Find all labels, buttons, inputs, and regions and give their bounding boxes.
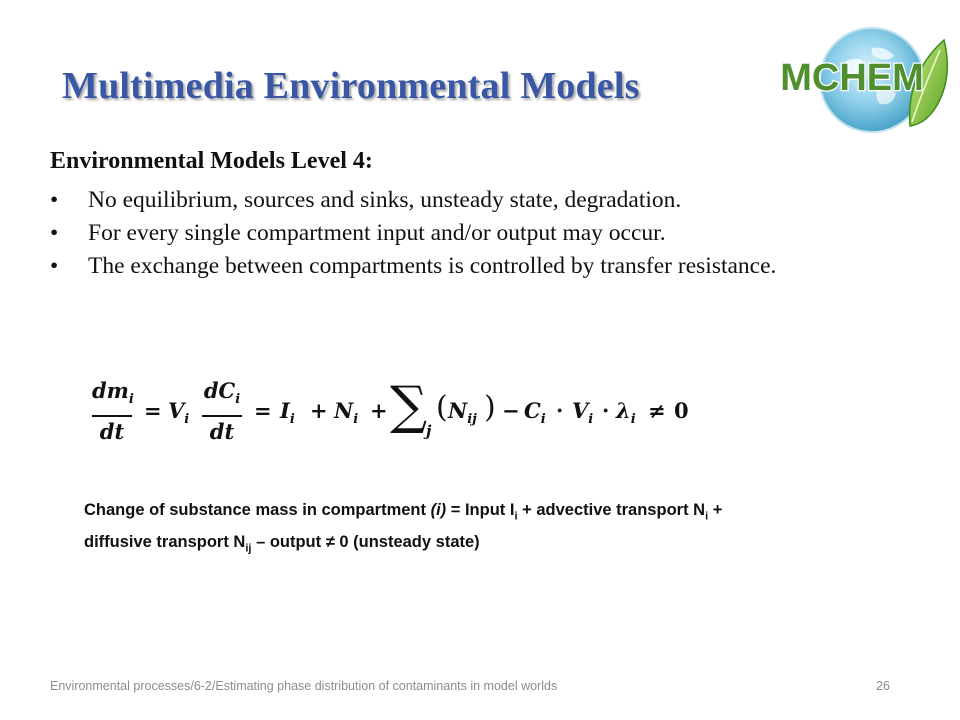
mass-balance-equation bbox=[92, 372, 812, 452]
sum-symbol: ∑ bbox=[390, 376, 428, 436]
eq-dC-sub: i bbox=[235, 392, 241, 408]
bullet-marker: • bbox=[50, 253, 59, 279]
slide-footer bbox=[50, 679, 890, 693]
page-number: 26 bbox=[876, 679, 890, 693]
eq-dm: dm bbox=[92, 378, 129, 403]
eq-Nij: N bbox=[448, 398, 468, 423]
eq-dot-2: · bbox=[602, 398, 610, 423]
section-subtitle: Environmental Models Level 4: bbox=[50, 148, 373, 174]
eq-right-paren: ) bbox=[484, 390, 496, 425]
eq-equals-2: = bbox=[254, 398, 272, 423]
equation-explanation: Change of substance mass in compartment (i) = Input $I_i$ + advective transport $N_i$ + diffusive transport $N_{ij}$ – output ≠ 0 (unsteady state) bbox=[84, 501, 723, 555]
eq-equals-1: = bbox=[144, 398, 162, 423]
eq-V2-sub: i bbox=[588, 412, 594, 428]
eq-Nij-sub: ij bbox=[467, 412, 477, 428]
eq-left-paren: ( bbox=[436, 390, 448, 425]
eq-dt: dt bbox=[99, 419, 125, 445]
bullet-marker: • bbox=[50, 187, 59, 213]
bullet-list bbox=[50, 185, 880, 282]
slide-body bbox=[50, 148, 880, 284]
bullet-text: The exchange between compartments is controlled by transfer resistance. bbox=[88, 253, 777, 279]
eq-zero: 0 bbox=[674, 398, 689, 423]
eq-I: I bbox=[280, 398, 290, 423]
eq-lambda: λ bbox=[616, 398, 631, 423]
eq-dt-2: dt bbox=[209, 419, 235, 445]
fraction-dm-dt bbox=[92, 378, 132, 445]
bullet-marker: • bbox=[50, 220, 59, 246]
eq-N-sub: i bbox=[353, 412, 359, 428]
eq-V: V bbox=[168, 398, 185, 423]
eq-dm-sub: i bbox=[128, 392, 134, 408]
mchem-logo bbox=[760, 18, 952, 142]
eq-dC: dC bbox=[203, 378, 236, 403]
eq-V2: V bbox=[572, 398, 589, 423]
eq-not-equal: ≠ bbox=[648, 398, 666, 423]
eq-lambda-sub: i bbox=[630, 412, 636, 428]
list-item bbox=[50, 185, 880, 216]
list-item bbox=[50, 251, 880, 282]
eq-minus: − bbox=[502, 398, 520, 423]
list-item bbox=[50, 218, 880, 249]
eq-plus-2: + bbox=[370, 398, 388, 423]
eq-dot-1: · bbox=[556, 398, 564, 423]
eq-I-sub: i bbox=[289, 412, 295, 428]
not-equal-symbol: ≠ bbox=[325, 533, 335, 552]
eq-C: C bbox=[524, 398, 541, 423]
sum-index: j bbox=[426, 422, 432, 440]
footer-text: Environmental processes/6-2/Estimating phase distribution of contaminants in model worlds bbox=[50, 679, 558, 693]
bullet-text: For every single compartment input and/or output may occur. bbox=[88, 220, 666, 246]
slide-title: Multimedia Environmental Models bbox=[62, 65, 640, 107]
eq-V-sub: i bbox=[184, 412, 190, 428]
eq-plus-1: + bbox=[310, 398, 328, 423]
eq-N: N bbox=[334, 398, 354, 423]
bullet-text: No equilibrium, sources and sinks, unsteady state, degradation. bbox=[88, 187, 682, 213]
eq-C-sub: i bbox=[540, 412, 546, 428]
fraction-dC-dt bbox=[202, 378, 242, 445]
logo-text: MCHEM bbox=[780, 57, 924, 99]
